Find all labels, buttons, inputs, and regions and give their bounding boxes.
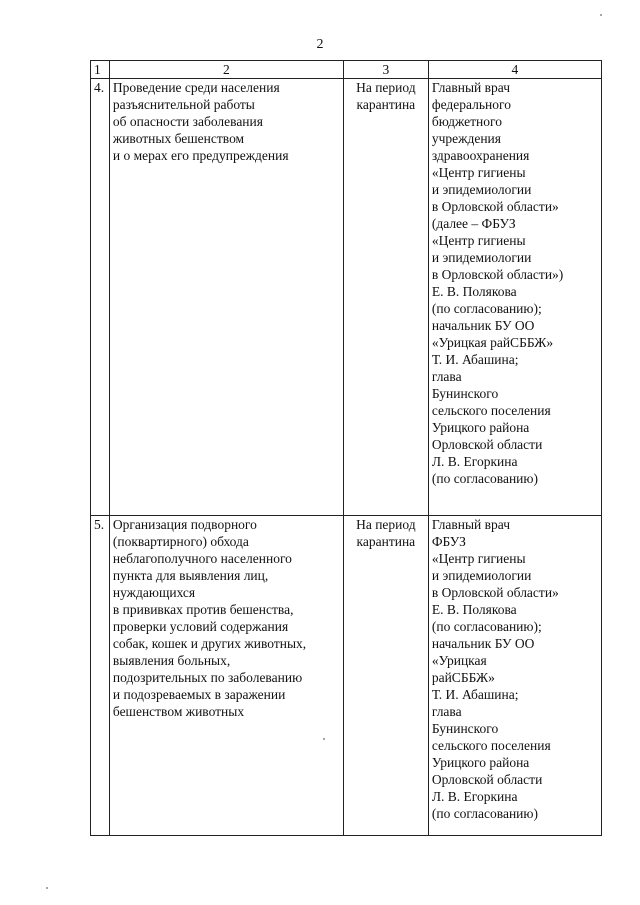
- column-header-4: 4: [428, 61, 601, 79]
- row-number: 5.: [91, 516, 110, 836]
- column-header-1: 1: [91, 61, 110, 79]
- measure-text: Организация подворного (поквартирного) обхода неблагополучного населенного пункта для выявления лиц, нуждающихся в прививках против бешенства, проверки условий содержания собак, кошек и других животных, выявления больных, подозрительных по заболеванию и подозреваемых в заражении бешенством животных: [109, 516, 343, 836]
- page-number: 2: [316, 37, 324, 52]
- scan-speck: [323, 738, 325, 740]
- period-text: На период карантина: [343, 516, 428, 836]
- measures-table: [90, 60, 602, 836]
- column-header-3: 3: [343, 61, 428, 79]
- table-row: [91, 516, 602, 836]
- table-row: [91, 79, 602, 516]
- measure-text: Проведение среди населения разъяснительной работы об опасности заболевания животных бешенством и о мерах его предупреждения: [109, 79, 343, 516]
- row-number: 4.: [91, 79, 110, 516]
- period-text: На период карантина: [343, 79, 428, 516]
- scan-speck: [600, 14, 602, 16]
- responsible-text: Главный врач ФБУЗ «Центр гигиены и эпидемиологии в Орловской области» Е. В. Полякова (по согласованию); начальник БУ ОО «Урицкая райСББЖ» Т. И. Абашина; глава Бунинского сельского поселения Урицкого района Орловской области Л. В. Егоркина (по согласованию): [428, 516, 601, 836]
- scan-speck: [46, 887, 48, 889]
- column-header-2: 2: [109, 61, 343, 79]
- table-header-row: [91, 61, 602, 79]
- responsible-text: Главный врач федерального бюджетного учреждения здравоохранения «Центр гигиены и эпидемиологии в Орловской области» (далее – ФБУЗ «Центр гигиены и эпидемиологии в Орловской области») Е. В. Полякова (по согласованию); начальник БУ ОО «Урицкая райСББЖ» Т. И. Абашина; глава Бунинского сельского поселения Урицкого района Орловской области Л. В. Егоркина (по согласованию): [428, 79, 601, 516]
